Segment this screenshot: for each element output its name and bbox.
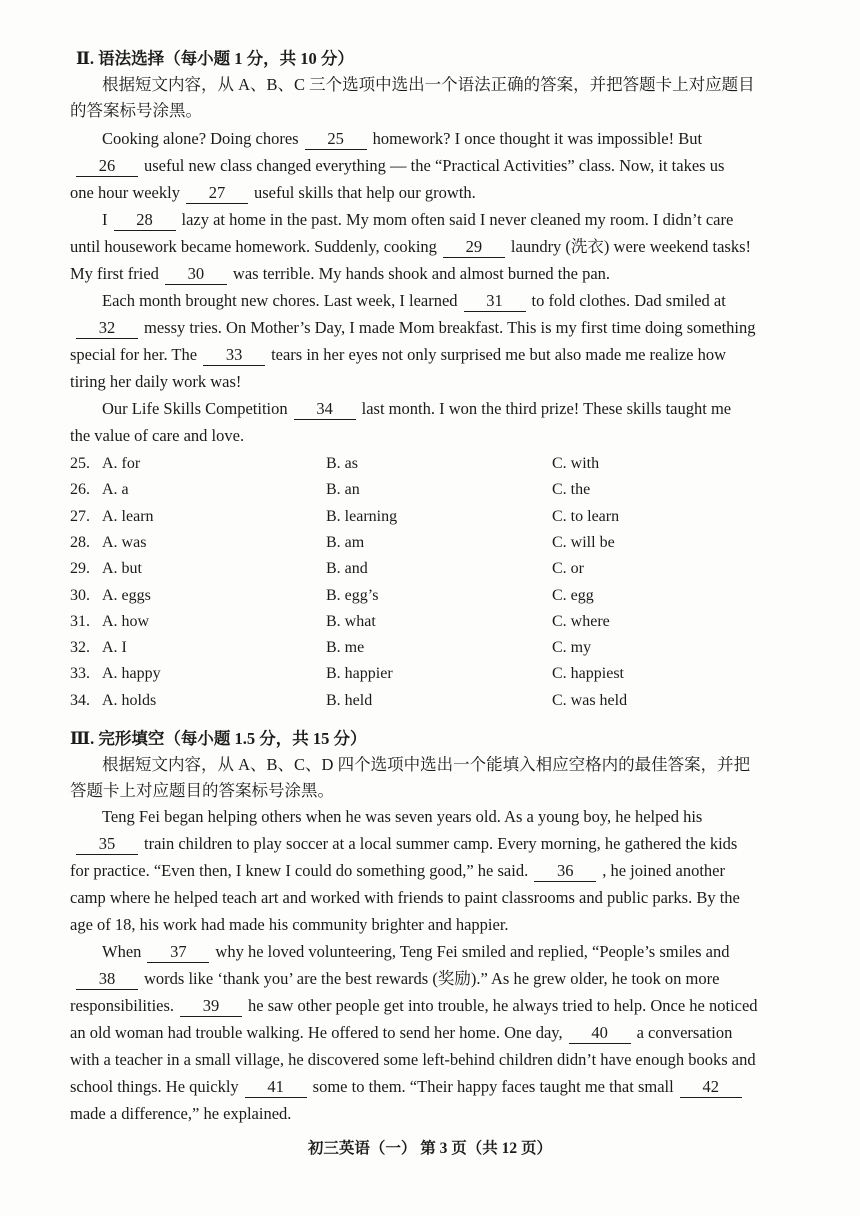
passage-text: age of 18, his work had made his community brighter and happier. [70, 915, 509, 934]
blank-29: 29 [443, 237, 505, 258]
blank-26: 26 [76, 156, 138, 177]
option-a: A. eggs [102, 586, 151, 604]
section-2-passage-line [70, 315, 760, 341]
passage-text: a conversation [636, 1023, 733, 1042]
option-row [70, 635, 770, 661]
passage-text: until housework became homework. Suddenly, cooking [70, 237, 437, 256]
blank-40: 40 [569, 1023, 631, 1044]
section-3-passage-line [102, 804, 760, 830]
section-3-heading: Ⅲ. 完形填空（每小题 1.5 分，共 15 分） [70, 729, 367, 748]
option-row [70, 661, 770, 687]
section-2-passage-line [70, 423, 760, 449]
passage-text: special for her. The [70, 345, 198, 364]
option-b: B. am [326, 533, 365, 551]
option-a: A. but [102, 560, 142, 578]
option-b: B. as [326, 455, 358, 472]
question-number: 32. [70, 639, 90, 657]
passage-text: one hour weekly [70, 183, 180, 202]
blank-34: 34 [294, 399, 356, 420]
option-row [70, 688, 770, 714]
passage-text: Cooking alone? Doing chores [102, 129, 299, 148]
section-2-passage-line [70, 153, 760, 179]
section-3-passage-line [70, 831, 760, 857]
section-2-passage-line [70, 180, 760, 206]
passage-text: tears in her eyes not only surprised me but also made me realize how [271, 345, 727, 364]
option-b: B. and [326, 560, 368, 578]
section-3-passage-line [70, 1101, 760, 1127]
option-c: C. my [552, 639, 592, 657]
section-3-passage-line [70, 966, 760, 992]
question-number: 31. [70, 612, 90, 630]
section-3-passage-line [70, 912, 760, 938]
section-2-passage-line [70, 342, 760, 368]
passage-text: made a difference,” he explained. [70, 1104, 292, 1123]
question-number: 33. [70, 665, 90, 683]
section-3-passage-line [70, 1047, 760, 1073]
passage-text: homework? I once thought it was impossible! But [372, 129, 703, 148]
option-b: B. egg’s [326, 586, 379, 604]
blank-42: 42 [680, 1077, 742, 1098]
option-c: C. will be [552, 533, 615, 551]
option-a: A. how [102, 612, 150, 630]
blank-37: 37 [147, 942, 209, 963]
option-b: B. learning [326, 507, 398, 525]
option-row [70, 451, 770, 477]
option-c: C. the [552, 481, 591, 499]
section-3-passage-line [102, 939, 760, 965]
passage-text: words like ‘thank you’ are the best rewards (奖励).” As he grew older, he took on more [144, 969, 720, 988]
section-2-passage-line [102, 207, 760, 233]
blank-36: 36 [534, 861, 596, 882]
passage-text: school things. He quickly [70, 1077, 239, 1096]
blank-27: 27 [186, 183, 248, 204]
section-3-passage-line [70, 858, 760, 884]
question-number: 30. [70, 586, 90, 604]
option-c: C. egg [552, 586, 594, 604]
blank-32: 32 [76, 318, 138, 339]
passage-text: some to them. “Their happy faces taught me that small [312, 1077, 674, 1096]
passage-text: the value of care and love. [70, 426, 245, 445]
option-b: B. held [326, 691, 373, 709]
section-2-passage-line [102, 288, 760, 314]
option-b: B. what [326, 612, 376, 630]
passage-text: Our Life Skills Competition [102, 399, 288, 418]
passage-text: messy tries. On Mother’s Day, I made Mom breakfast. This is my first time doing something [144, 318, 756, 337]
passage-text: I [102, 210, 108, 229]
question-number: 25. [70, 455, 90, 472]
passage-text: My first fried [70, 264, 159, 283]
option-c: C. was held [552, 691, 628, 709]
passage-text: last month. I won the third prize! These skills taught me [361, 399, 732, 418]
option-c: C. happiest [552, 665, 624, 683]
option-c: C. where [552, 612, 610, 630]
option-a: A. a [102, 481, 129, 499]
section-2-passage-line [70, 261, 760, 287]
passage-text: useful skills that help our growth. [253, 183, 476, 202]
passage-text: Teng Fei began helping others when he was seven years old. As a young boy, he helped his [102, 807, 703, 826]
passage-text: Each month brought new chores. Last week, I learned [102, 291, 458, 310]
option-a: A. learn [102, 507, 154, 525]
option-a: A. I [102, 639, 127, 657]
option-a: A. for [102, 455, 141, 472]
blank-38: 38 [76, 969, 138, 990]
passage-text: was terrible. My hands shook and almost burned the pan. [232, 264, 611, 283]
section-3-passage-line [70, 1074, 760, 1100]
passage-text: camp where he helped teach art and worked with friends to paint classrooms and public parks. By the [70, 888, 740, 907]
option-c: C. or [552, 560, 584, 578]
section-3-instruction-line-1: 根据短文内容，从 A、B、C、D 四个选项中选出一个能填入相应空格内的最佳答案，并把 [102, 755, 751, 774]
question-number: 29. [70, 560, 90, 578]
question-number: 28. [70, 533, 90, 551]
passage-text: responsibilities. [70, 996, 175, 1015]
blank-33: 33 [203, 345, 265, 366]
passage-text: tiring her daily work was! [70, 372, 242, 391]
blank-41: 41 [245, 1077, 307, 1098]
passage-text: , he joined another [602, 861, 725, 880]
section-2-passage-line [70, 369, 760, 395]
passage-text: to fold clothes. Dad smiled at [531, 291, 726, 310]
section-2-instruction-line-2: 的答案标号涂黑。 [70, 101, 202, 120]
option-a: A. happy [102, 665, 161, 683]
blank-30: 30 [165, 264, 227, 285]
section-2-passage-line [70, 234, 760, 260]
question-number: 26. [70, 481, 90, 499]
section-2-heading: Ⅱ. 语法选择（每小题 1 分，共 10 分） [76, 49, 354, 68]
passage-text: laundry (洗衣) were weekend tasks! [510, 237, 751, 256]
option-c: C. to learn [552, 507, 620, 525]
section-3-passage-line [70, 993, 760, 1019]
section-3-passage-line [70, 1020, 760, 1046]
option-row [70, 530, 770, 556]
blank-35: 35 [76, 834, 138, 855]
option-b: B. an [326, 481, 360, 499]
option-row [70, 583, 770, 609]
page-footer: 初三英语（一） 第 3 页（共 12 页） [307, 1140, 553, 1157]
option-row [70, 609, 770, 635]
question-number: 27. [70, 507, 90, 525]
option-row [70, 477, 770, 503]
passage-text: train children to play soccer at a local summer camp. Every morning, he gathered the kids [144, 834, 738, 853]
passage-text: an old woman had trouble walking. He offered to send her home. One day, [70, 1023, 563, 1042]
passage-text: When [102, 942, 142, 961]
blank-39: 39 [180, 996, 242, 1017]
blank-25: 25 [305, 129, 367, 150]
option-b: B. me [326, 639, 365, 657]
section-3-passage-line [70, 885, 760, 911]
passage-text: why he loved volunteering, Teng Fei smiled and replied, “People’s smiles and [215, 942, 730, 961]
option-a: A. was [102, 533, 147, 551]
option-a: A. holds [102, 691, 157, 709]
section-2-instruction-line-1: 根据短文内容，从 A、B、C 三个选项中选出一个语法正确的答案，并把答题卡上对应题目 [102, 75, 755, 94]
section-2-passage-line [102, 126, 760, 152]
option-row [70, 504, 770, 530]
blank-28: 28 [114, 210, 176, 231]
section-3-instruction-line-2: 答题卡上对应题目的答案标号涂黑。 [70, 781, 334, 800]
section-2-passage-line [102, 396, 760, 422]
question-number: 34. [70, 691, 90, 709]
option-c: C. with [552, 455, 600, 472]
blank-31: 31 [464, 291, 526, 312]
passage-text: he saw other people get into trouble, he always tried to help. Once he noticed [248, 996, 758, 1015]
passage-text: with a teacher in a small village, he discovered some left-behind children didn’t have enough books and [70, 1050, 756, 1069]
option-b: B. happier [326, 665, 393, 683]
passage-text: for practice. “Even then, I knew I could do something good,” he said. [70, 861, 529, 880]
passage-text: lazy at home in the past. My mom often said I never cleaned my room. I didn’t care [181, 210, 734, 229]
option-row [70, 556, 770, 582]
passage-text: useful new class changed everything — the “Practical Activities” class. Now, it takes us [144, 156, 725, 175]
